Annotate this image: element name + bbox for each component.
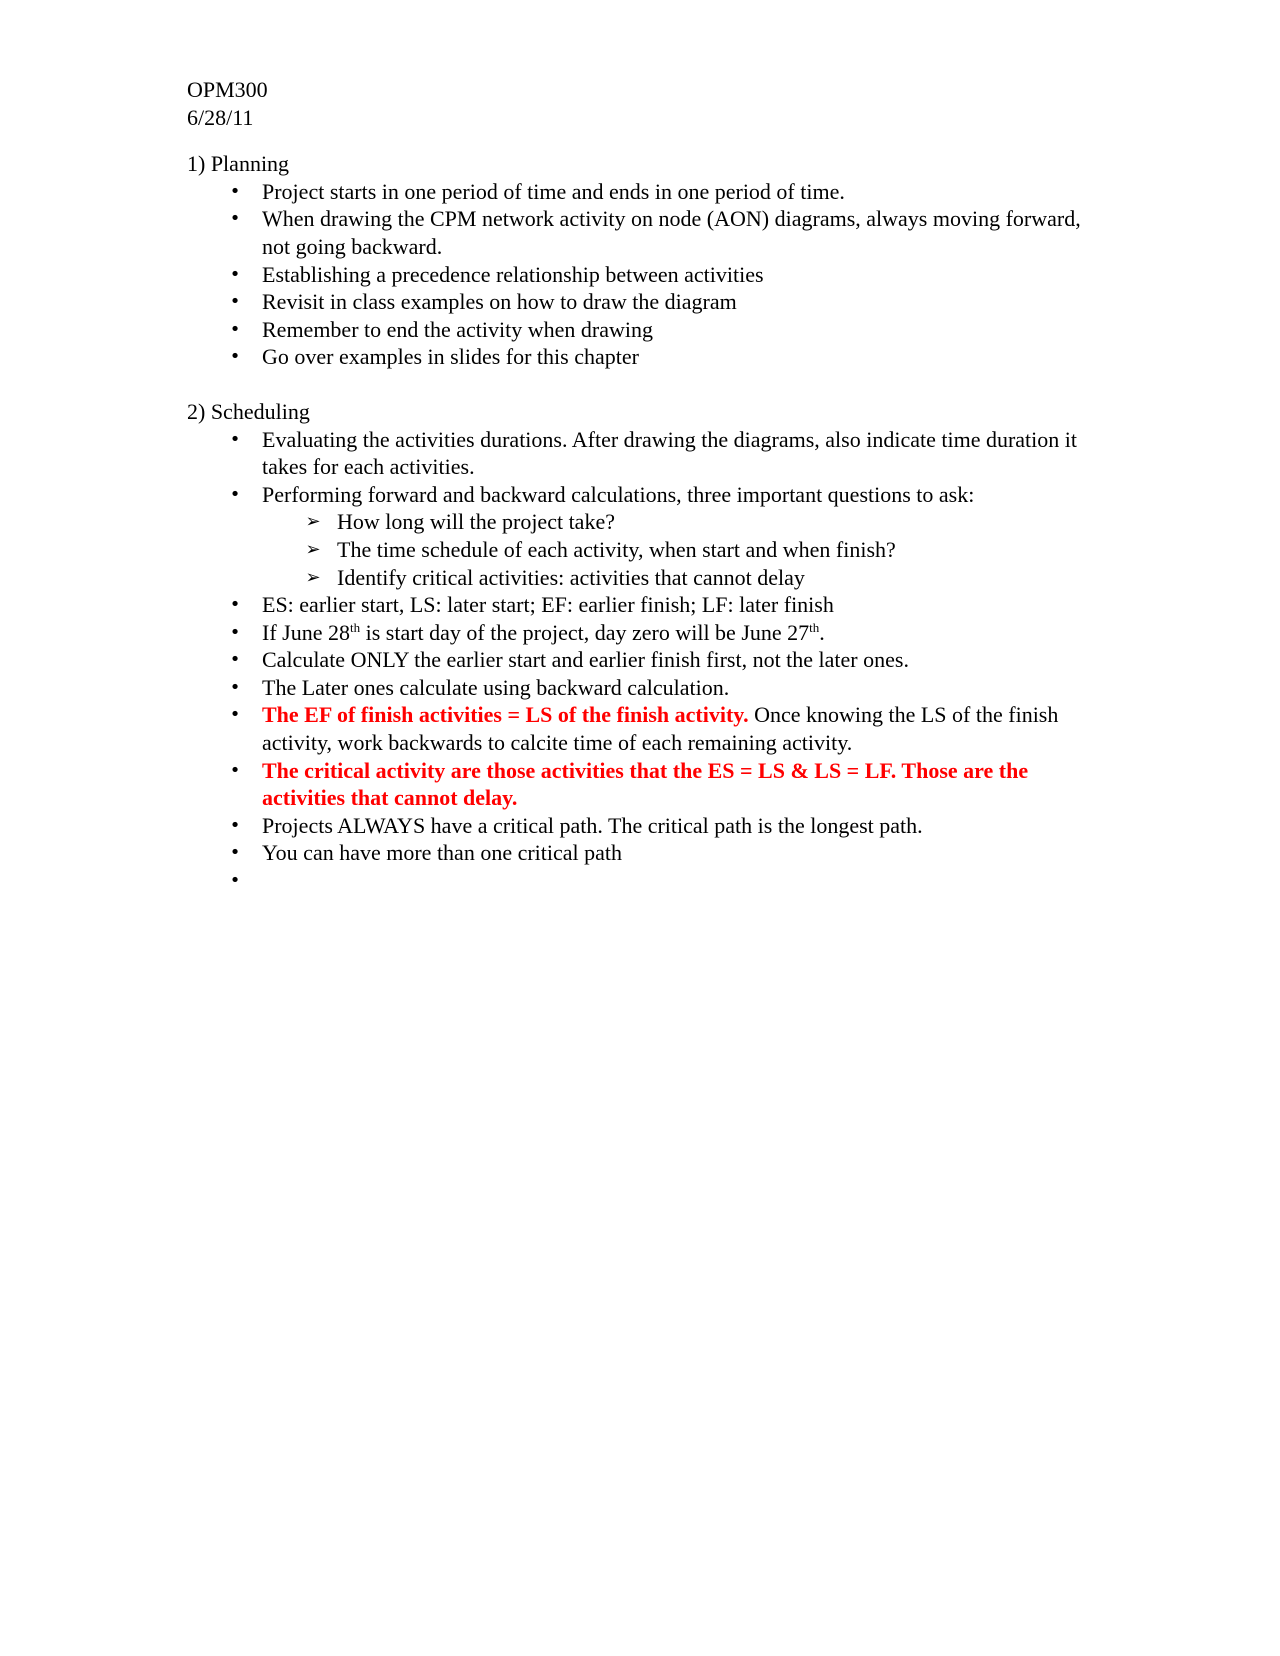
list-item	[187, 288, 1087, 316]
list-item	[187, 316, 1087, 344]
course-code: OPM300	[187, 77, 268, 102]
bullet-icon: •	[229, 208, 241, 230]
date-text-part: .	[819, 619, 825, 645]
bullet-icon: •	[229, 483, 241, 505]
bullet-icon: •	[229, 318, 241, 340]
questions-list	[187, 508, 1087, 591]
list-item-text: Evaluating the activities durations. After drawing the diagrams, also indicate time duration it takes for each activities.	[262, 426, 1077, 480]
question-text: Identify critical activities: activities that cannot delay	[337, 564, 805, 590]
planning-heading: 1) Planning	[187, 151, 290, 177]
arrow-bullet-icon: ➢	[305, 538, 321, 560]
list-item-text: When drawing the CPM network activity on node (AON) diagrams, always moving forward, not going backward.	[262, 206, 1081, 259]
list-item-text: Calculate ONLY the earlier start and earlier finish first, not the later ones.	[262, 647, 909, 673]
scheduling-list	[187, 426, 1087, 895]
bullet-icon: •	[229, 594, 241, 616]
bullet-icon: •	[229, 346, 241, 368]
list-item-text: Performing forward and backward calculations, three important questions to ask:	[262, 481, 975, 507]
list-item	[187, 674, 1087, 702]
bullet-icon: •	[229, 291, 241, 313]
question-item	[187, 564, 1087, 592]
question-text: The time schedule of each activity, when start and when finish?	[337, 536, 896, 562]
list-item	[187, 839, 1087, 867]
bullet-icon: •	[229, 676, 241, 698]
bullet-icon: •	[229, 649, 241, 671]
list-item-text: Go over examples in slides for this chapter	[262, 344, 639, 370]
bullet-icon: •	[229, 759, 241, 781]
ordinal-suffix: th	[349, 619, 361, 635]
question-text: How long will the project take?	[337, 509, 615, 535]
list-item	[187, 591, 1087, 619]
ordinal-suffix: th	[809, 619, 820, 635]
list-item-text: ES: earlier start, LS: later start; EF: earlier finish; LF: later finish	[262, 592, 834, 618]
document-page	[187, 76, 1087, 895]
arrow-bullet-icon: ➢	[305, 566, 321, 588]
list-item-text: Project starts in one period of time and ends in one period of time.	[262, 178, 845, 204]
list-item	[187, 867, 1087, 895]
list-item	[187, 646, 1087, 674]
arrow-bullet-icon: ➢	[305, 511, 321, 533]
list-item	[187, 619, 1087, 647]
regular-text: Once knowing the LS of the finish activity, work backwards to calcite time of each remaining activity.	[262, 702, 1059, 756]
question-item	[187, 508, 1087, 536]
bullet-icon: •	[229, 704, 241, 726]
bullet-icon: •	[229, 263, 241, 285]
date-text-part: If June 28	[262, 619, 350, 645]
list-item-text: Establishing a precedence relationship between activities	[262, 261, 764, 287]
highlighted-text: The EF of finish activities = LS of the finish activity.	[262, 702, 749, 728]
bullet-icon: •	[229, 870, 241, 892]
list-item	[187, 261, 1087, 289]
list-item	[187, 481, 1087, 591]
date-text-part: is start day of the project, day zero will be June 27	[360, 619, 810, 645]
scheduling-heading: 2) Scheduling	[187, 398, 310, 424]
bullet-icon: •	[229, 428, 241, 450]
list-item	[187, 812, 1087, 840]
list-item	[187, 178, 1087, 206]
list-item	[187, 701, 1087, 756]
question-item	[187, 536, 1087, 564]
list-item-text: The Later ones calculate using backward calculation.	[262, 674, 730, 700]
highlighted-text: The critical activity are those activities that the ES = LS & LS = LF. Those are the activities that cannot delay.	[262, 757, 1029, 811]
list-item-text: Revisit in class examples on how to draw the diagram	[262, 289, 737, 315]
bullet-icon: •	[229, 814, 241, 836]
bullet-icon: •	[229, 621, 241, 643]
planning-list	[187, 178, 1087, 371]
list-item	[187, 757, 1087, 812]
list-item	[187, 205, 1087, 260]
bullet-icon: •	[229, 842, 241, 864]
list-item-text: Remember to end the activity when drawing	[262, 316, 653, 342]
bullet-icon: •	[229, 180, 241, 202]
list-item-text	[262, 620, 825, 645]
list-item-text: You can have more than one critical path	[262, 840, 623, 866]
list-item-text: Projects ALWAYS have a critical path. The critical path is the longest path.	[262, 812, 923, 838]
list-item-text	[262, 702, 1058, 755]
document-date: 6/28/11	[187, 104, 254, 130]
list-item	[187, 426, 1087, 481]
list-item	[187, 343, 1087, 371]
